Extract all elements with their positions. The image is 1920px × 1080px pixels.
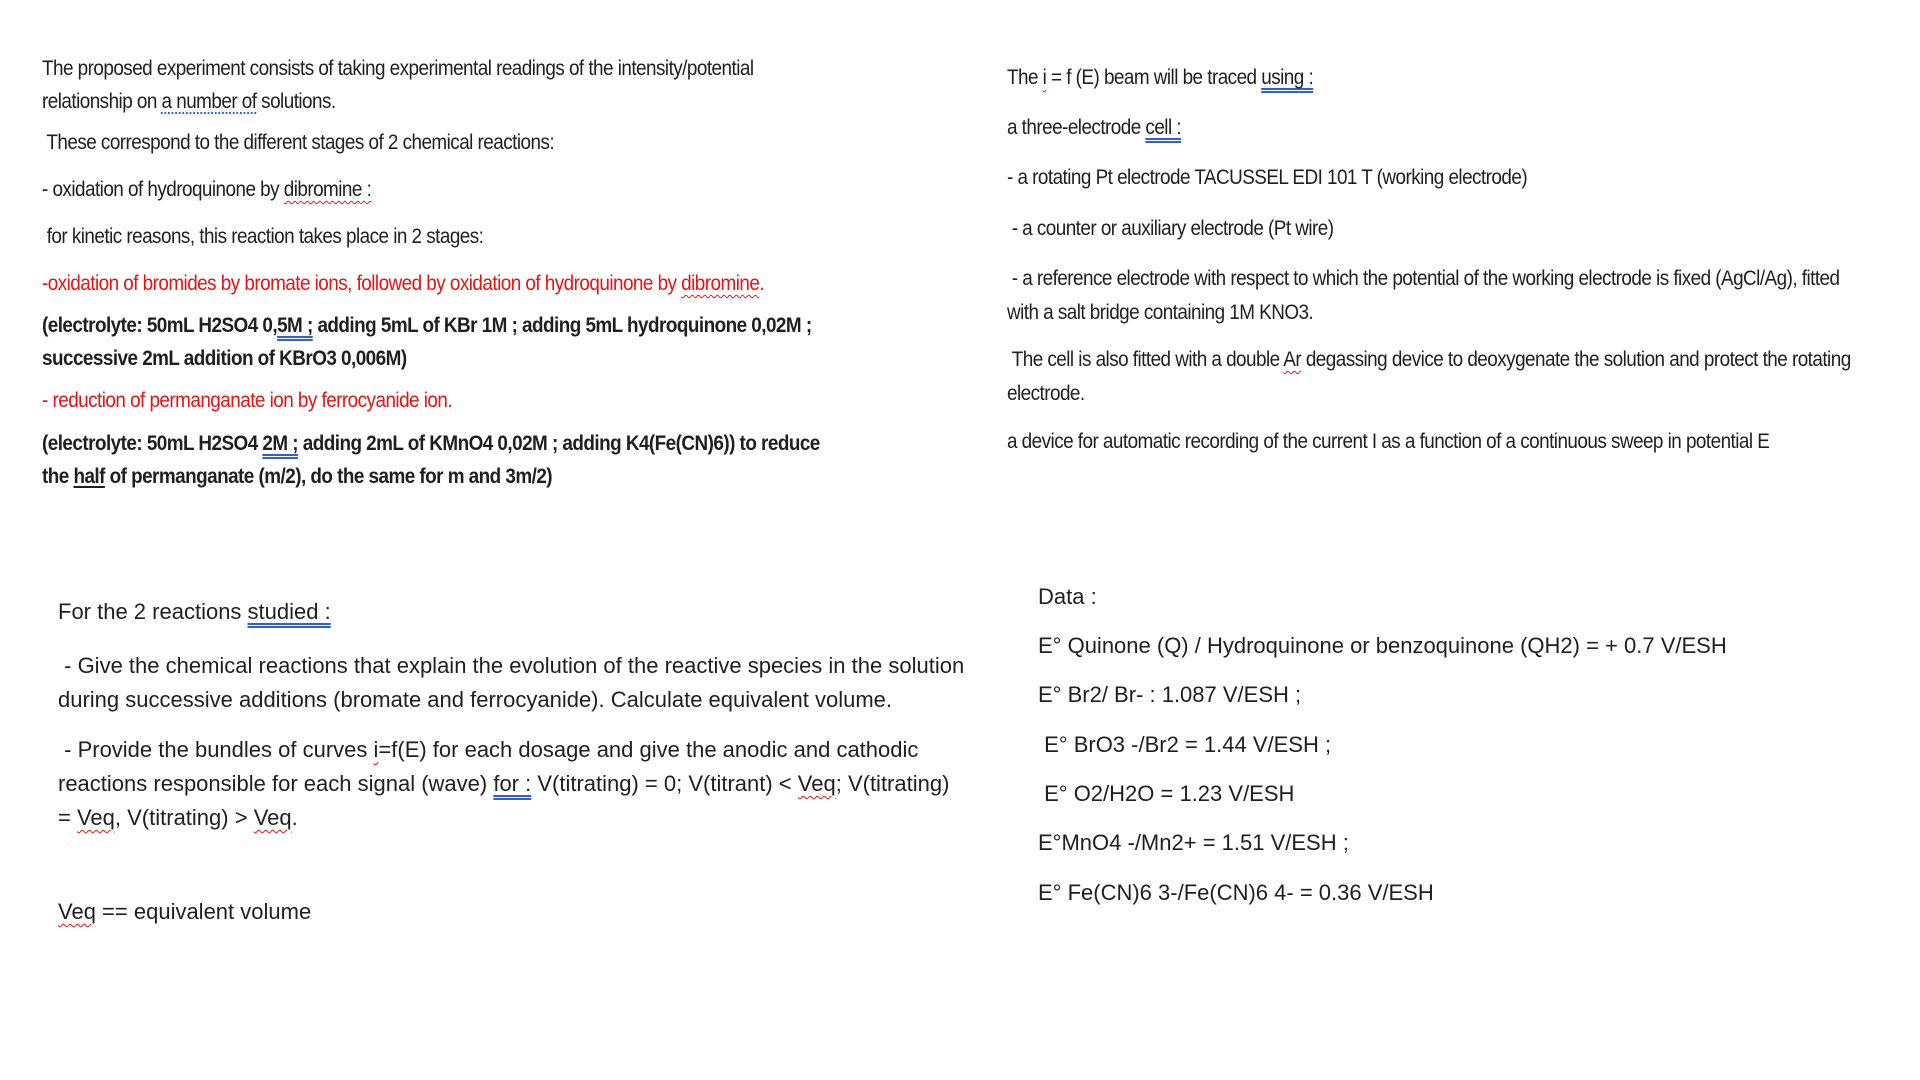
q2-veq-2: Veq: [76, 805, 115, 830]
reaction1-text: - oxidation of hydroquinone by: [42, 178, 284, 201]
intro-text-a: The proposed experiment consists of taking experimental readings of the intensity/potential relationship on: [42, 57, 754, 113]
cell-link: cell :: [1145, 116, 1182, 139]
questions-header-link: studied :: [247, 599, 331, 624]
device-paragraph: a device for automatic recording of the current I as a function of a continuous sweep in potential E: [1007, 430, 1770, 453]
degas-a: The cell is also fitted with a double: [1007, 348, 1284, 371]
electrolyte-1: [42, 309, 852, 375]
intro-text-b: solutions.: [256, 90, 336, 113]
q2-for: for :: [493, 771, 532, 796]
degas-b: degassing device to deoxygenate the solution and protect the rotating electrode.: [1007, 348, 1856, 405]
data-line-5: E°MnO4 -/Mn2+ = 1.51 V/ESH ;: [1038, 830, 1349, 855]
data-line-3: E° BrO3 -/Br2 = 1.44 V/ESH ;: [1038, 732, 1332, 757]
stages-line: These correspond to the different stages of 2 chemical reactions:: [42, 131, 555, 154]
question-1: - Give the chemical reactions that explain the evolution of the reactive species in the solution during successive additions (bromate and ferrocyanide). Calculate equivalent volume.: [58, 653, 971, 712]
q2-veq-1: Veq: [797, 771, 836, 796]
data-block: [1038, 584, 1898, 906]
q2-c: V(titrating) = 0; V(titrant) <: [531, 771, 798, 796]
data-line-2: E° Br2/ Br- : 1.087 V/ESH ;: [1038, 682, 1302, 707]
question-2: [58, 733, 968, 835]
data-line-4: E° O2/H2O = 1.23 V/ESH: [1038, 781, 1295, 806]
red-line-1: [42, 272, 816, 296]
reaction1-line: [42, 178, 816, 202]
electrolyte-2-c: of permanganate (m/2), do the same for m and 3m/2): [104, 465, 553, 488]
questions: [58, 599, 971, 925]
q2-d: ; V(titrating) =: [58, 771, 956, 830]
electrolyte-1-a: (electrolyte: 50mL H2SO4 0,: [42, 314, 278, 337]
beam-line: [1007, 66, 1871, 90]
electrolyte-2-b: adding 2mL of KMnO4 0,02M ; adding K4(Fe(CN)6)) to reduce the: [42, 432, 820, 488]
data-title: Data :: [1038, 584, 1097, 609]
electrode-item-3: - a reference electrode with respect to which the potential of the working electrode is fixed (AgCl/Ag), fitted with a salt bridge containing 1M KNO3.: [1007, 267, 1845, 324]
beam-i: i: [1042, 66, 1047, 89]
beam-b: = f (E) beam will be traced: [1046, 66, 1262, 89]
veq-word: Veq: [58, 899, 96, 924]
cell-line: [1007, 116, 1871, 140]
q2-a: - Provide the bundles of curves: [58, 737, 374, 762]
veq-def-text: == equivalent volume: [95, 899, 312, 924]
data-line-1: E° Quinone (Q) / Hydroquinone or benzoquinone (QH2) = + 0.7 V/ESH: [1038, 633, 1727, 658]
red-line-1-end: .: [759, 272, 765, 295]
electrolyte-1-link: 5M ;: [277, 314, 313, 337]
red-line-1-link: dibromine: [681, 272, 760, 295]
electrode-item-1: - a rotating Pt electrode TACUSSEL EDI 101 T (working electrode): [1007, 166, 1528, 189]
q2-veq-3: Veq: [253, 805, 292, 830]
q2-b: =f(E) for each dosage and give the anodic and cathodic reactions responsible for each signal (wave): [58, 737, 925, 796]
q2-f: .: [291, 805, 298, 830]
questions-header: [58, 599, 968, 625]
data-line-6: E° Fe(CN)6 3-/Fe(CN)6 4- = 0.36 V/ESH: [1038, 880, 1434, 905]
setup-description: [1007, 66, 1871, 459]
degas-ar: Ar: [1283, 348, 1302, 371]
electrolyte-2: [42, 427, 834, 493]
q2-e: , V(titrating) >: [114, 805, 254, 830]
electrolyte-2-link: 2M ;: [262, 432, 299, 455]
electrolyte-1-b: adding 5mL of KBr 1M ; adding 5mL hydroquinone 0,02M ; successive 2mL addition of KBrO3 0,006M): [42, 314, 812, 370]
intro-link: a number of: [161, 90, 257, 113]
veq-definition: [58, 899, 968, 925]
reaction1-link: dibromine :: [283, 178, 372, 201]
experiment-description: [42, 52, 820, 493]
red-line-1-text: -oxidation of bromides by bromate ions, followed by oxidation of hydroquinone by: [42, 272, 682, 295]
electrode-item-2: - a counter or auxiliary electrode (Pt wire): [1007, 217, 1334, 240]
q2-i: i: [373, 737, 379, 762]
degas-paragraph: [1007, 343, 1856, 411]
electrolyte-2-a: (electrolyte: 50mL H2SO4: [42, 432, 263, 455]
cell-a: a three-electrode: [1007, 116, 1146, 139]
beam-a: The: [1007, 66, 1043, 89]
kinetic-line: for kinetic reasons, this reaction takes place in 2 stages:: [42, 225, 484, 248]
red-line-2: - reduction of permanganate ion by ferrocyanide ion.: [42, 389, 453, 412]
electrolyte-2-half: half: [73, 465, 105, 488]
questions-header-a: For the 2 reactions: [58, 599, 248, 624]
intro-paragraph: [42, 52, 834, 118]
beam-link: using :: [1261, 66, 1314, 89]
